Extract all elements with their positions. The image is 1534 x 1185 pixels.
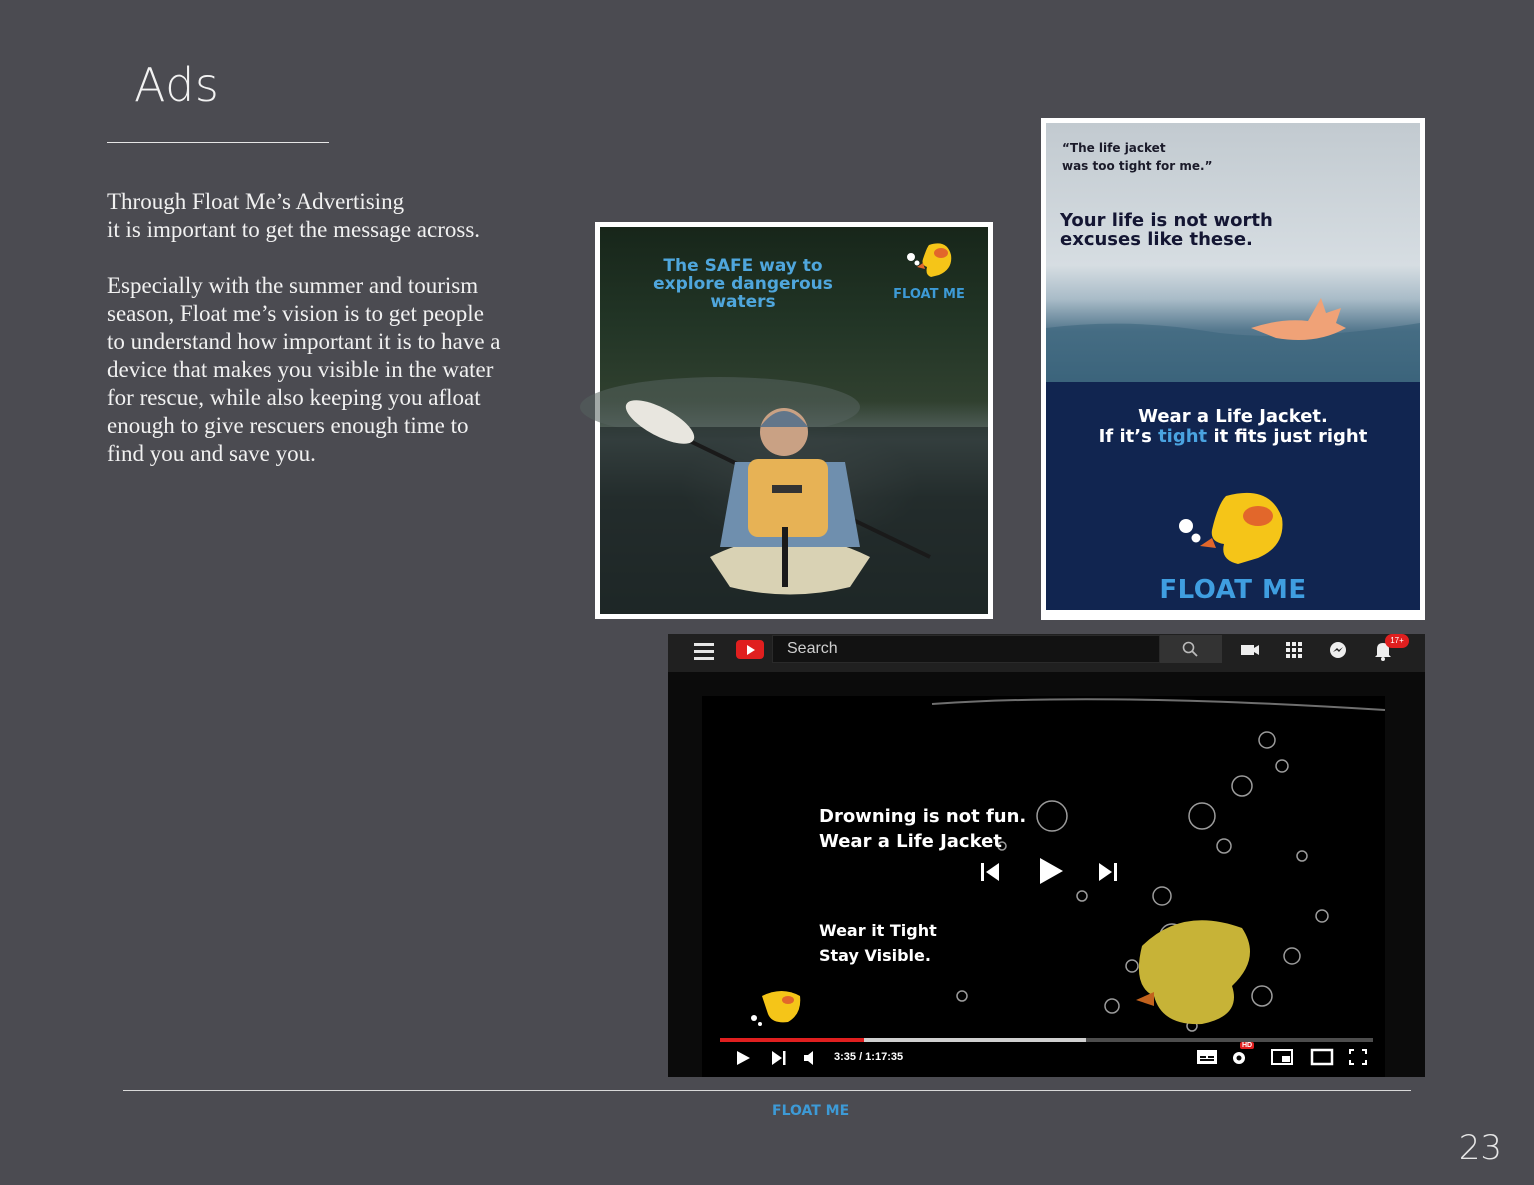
- search-button[interactable]: [1160, 635, 1222, 663]
- poster-cta-prefix: If it’s: [1098, 426, 1152, 447]
- volume-icon[interactable]: [802, 1049, 820, 1067]
- float-me-logo: [884, 235, 974, 302]
- poster-navy-panel: [1046, 382, 1420, 610]
- poster-cta-line: [1046, 427, 1420, 447]
- play-icon[interactable]: [1035, 856, 1065, 886]
- video-brand-watermark: FLOAT ME: [772, 1103, 850, 1119]
- search-icon: [1182, 641, 1198, 657]
- theater-mode-icon[interactable]: [1310, 1048, 1334, 1066]
- intro-line: device that makes you visible in the water: [107, 357, 494, 382]
- page-title: Ads: [134, 58, 220, 112]
- kayak-ad-headline: [618, 257, 868, 311]
- next-track-icon[interactable]: [1096, 860, 1120, 884]
- hamburger-menu-icon[interactable]: [694, 643, 714, 661]
- poster-quote-line: “The life jacket: [1062, 141, 1166, 155]
- notification-badge: 17+: [1385, 634, 1409, 648]
- fullscreen-icon[interactable]: [1348, 1048, 1368, 1066]
- settings-icon[interactable]: [1230, 1046, 1252, 1066]
- kayak-ad: [595, 222, 993, 619]
- life-jacket-poster-ad: [1041, 118, 1425, 620]
- youtube-logo-icon[interactable]: [736, 640, 764, 659]
- video-caption-2: [819, 918, 937, 968]
- poster-cta-line: Wear a Life Jacket.: [1138, 406, 1328, 427]
- poster-quote: [1062, 139, 1262, 175]
- progress-played: [720, 1038, 864, 1042]
- play-small-icon[interactable]: [734, 1049, 752, 1067]
- intro-text: [107, 188, 547, 496]
- kayak-ad-brand: FLOAT ME: [893, 287, 965, 302]
- youtube-video-ad: [668, 634, 1425, 1119]
- kayak-headline-line: explore dangerous waters: [653, 274, 833, 312]
- subtitles-icon[interactable]: [1196, 1048, 1218, 1066]
- title-underline: [107, 142, 329, 143]
- poster-brand: FLOAT ME: [1159, 575, 1307, 605]
- video-caption-line: Wear a Life Jacket: [819, 831, 1002, 852]
- create-video-icon[interactable]: [1238, 638, 1262, 662]
- kayak-ad-photo: [600, 227, 988, 614]
- video-player[interactable]: [702, 696, 1385, 1119]
- poster-headline-line: Your life is not worth: [1060, 210, 1273, 231]
- video-caption-line: Stay Visible.: [819, 946, 931, 965]
- kayak-headline-line: The SAFE way to: [663, 256, 823, 276]
- intro-paragraph-2: [107, 272, 547, 468]
- duck-icon: [899, 235, 959, 283]
- video-time: 3:35 / 1:17:35: [834, 1051, 904, 1063]
- video-caption-line: Wear it Tight: [819, 921, 937, 940]
- poster-cta-highlight: tight: [1158, 426, 1208, 447]
- intro-line: find you and save you.: [107, 441, 316, 466]
- page-number: 23: [1458, 1128, 1502, 1168]
- intro-line: to understand how important it is to have a: [107, 329, 501, 354]
- poster-cta-suffix: it fits just right: [1213, 426, 1368, 447]
- duck-icon: [1174, 484, 1294, 574]
- intro-line: season, Float me’s vision is to get people: [107, 301, 484, 326]
- intro-line: for rescue, while also keeping you afloat: [107, 385, 481, 410]
- poster-headline: [1060, 211, 1360, 249]
- poster-quote-line: was too tight for me.”: [1062, 159, 1213, 173]
- apps-grid-icon[interactable]: [1282, 638, 1306, 662]
- video-caption-line: Drowning is not fun.: [819, 806, 1027, 827]
- intro-paragraph-1: [107, 188, 547, 244]
- messages-icon[interactable]: [1326, 638, 1350, 662]
- poster-cta: [1046, 407, 1420, 447]
- underwater-bubbles-illustration: [702, 696, 1385, 1077]
- intro-line: it is important to get the message across.: [107, 217, 481, 242]
- intro-line: enough to give rescuers enough time to: [107, 413, 469, 438]
- hd-badge: HD: [1242, 1042, 1253, 1049]
- poster-photo: [1046, 123, 1420, 382]
- skip-next-icon[interactable]: [770, 1049, 788, 1067]
- search-input[interactable]: Search: [772, 635, 1160, 663]
- footer-rule: [123, 1090, 1411, 1091]
- video-progress-bar[interactable]: [720, 1038, 1373, 1042]
- intro-line: Through Float Me’s Advertising: [107, 189, 405, 214]
- miniplayer-icon[interactable]: [1270, 1048, 1294, 1066]
- youtube-top-bar: [668, 634, 1425, 672]
- video-caption-1: [819, 804, 1026, 854]
- poster-headline-line: excuses like these.: [1060, 229, 1253, 250]
- intro-line: Especially with the summer and tourism: [107, 273, 479, 298]
- previous-track-icon[interactable]: [978, 860, 1002, 884]
